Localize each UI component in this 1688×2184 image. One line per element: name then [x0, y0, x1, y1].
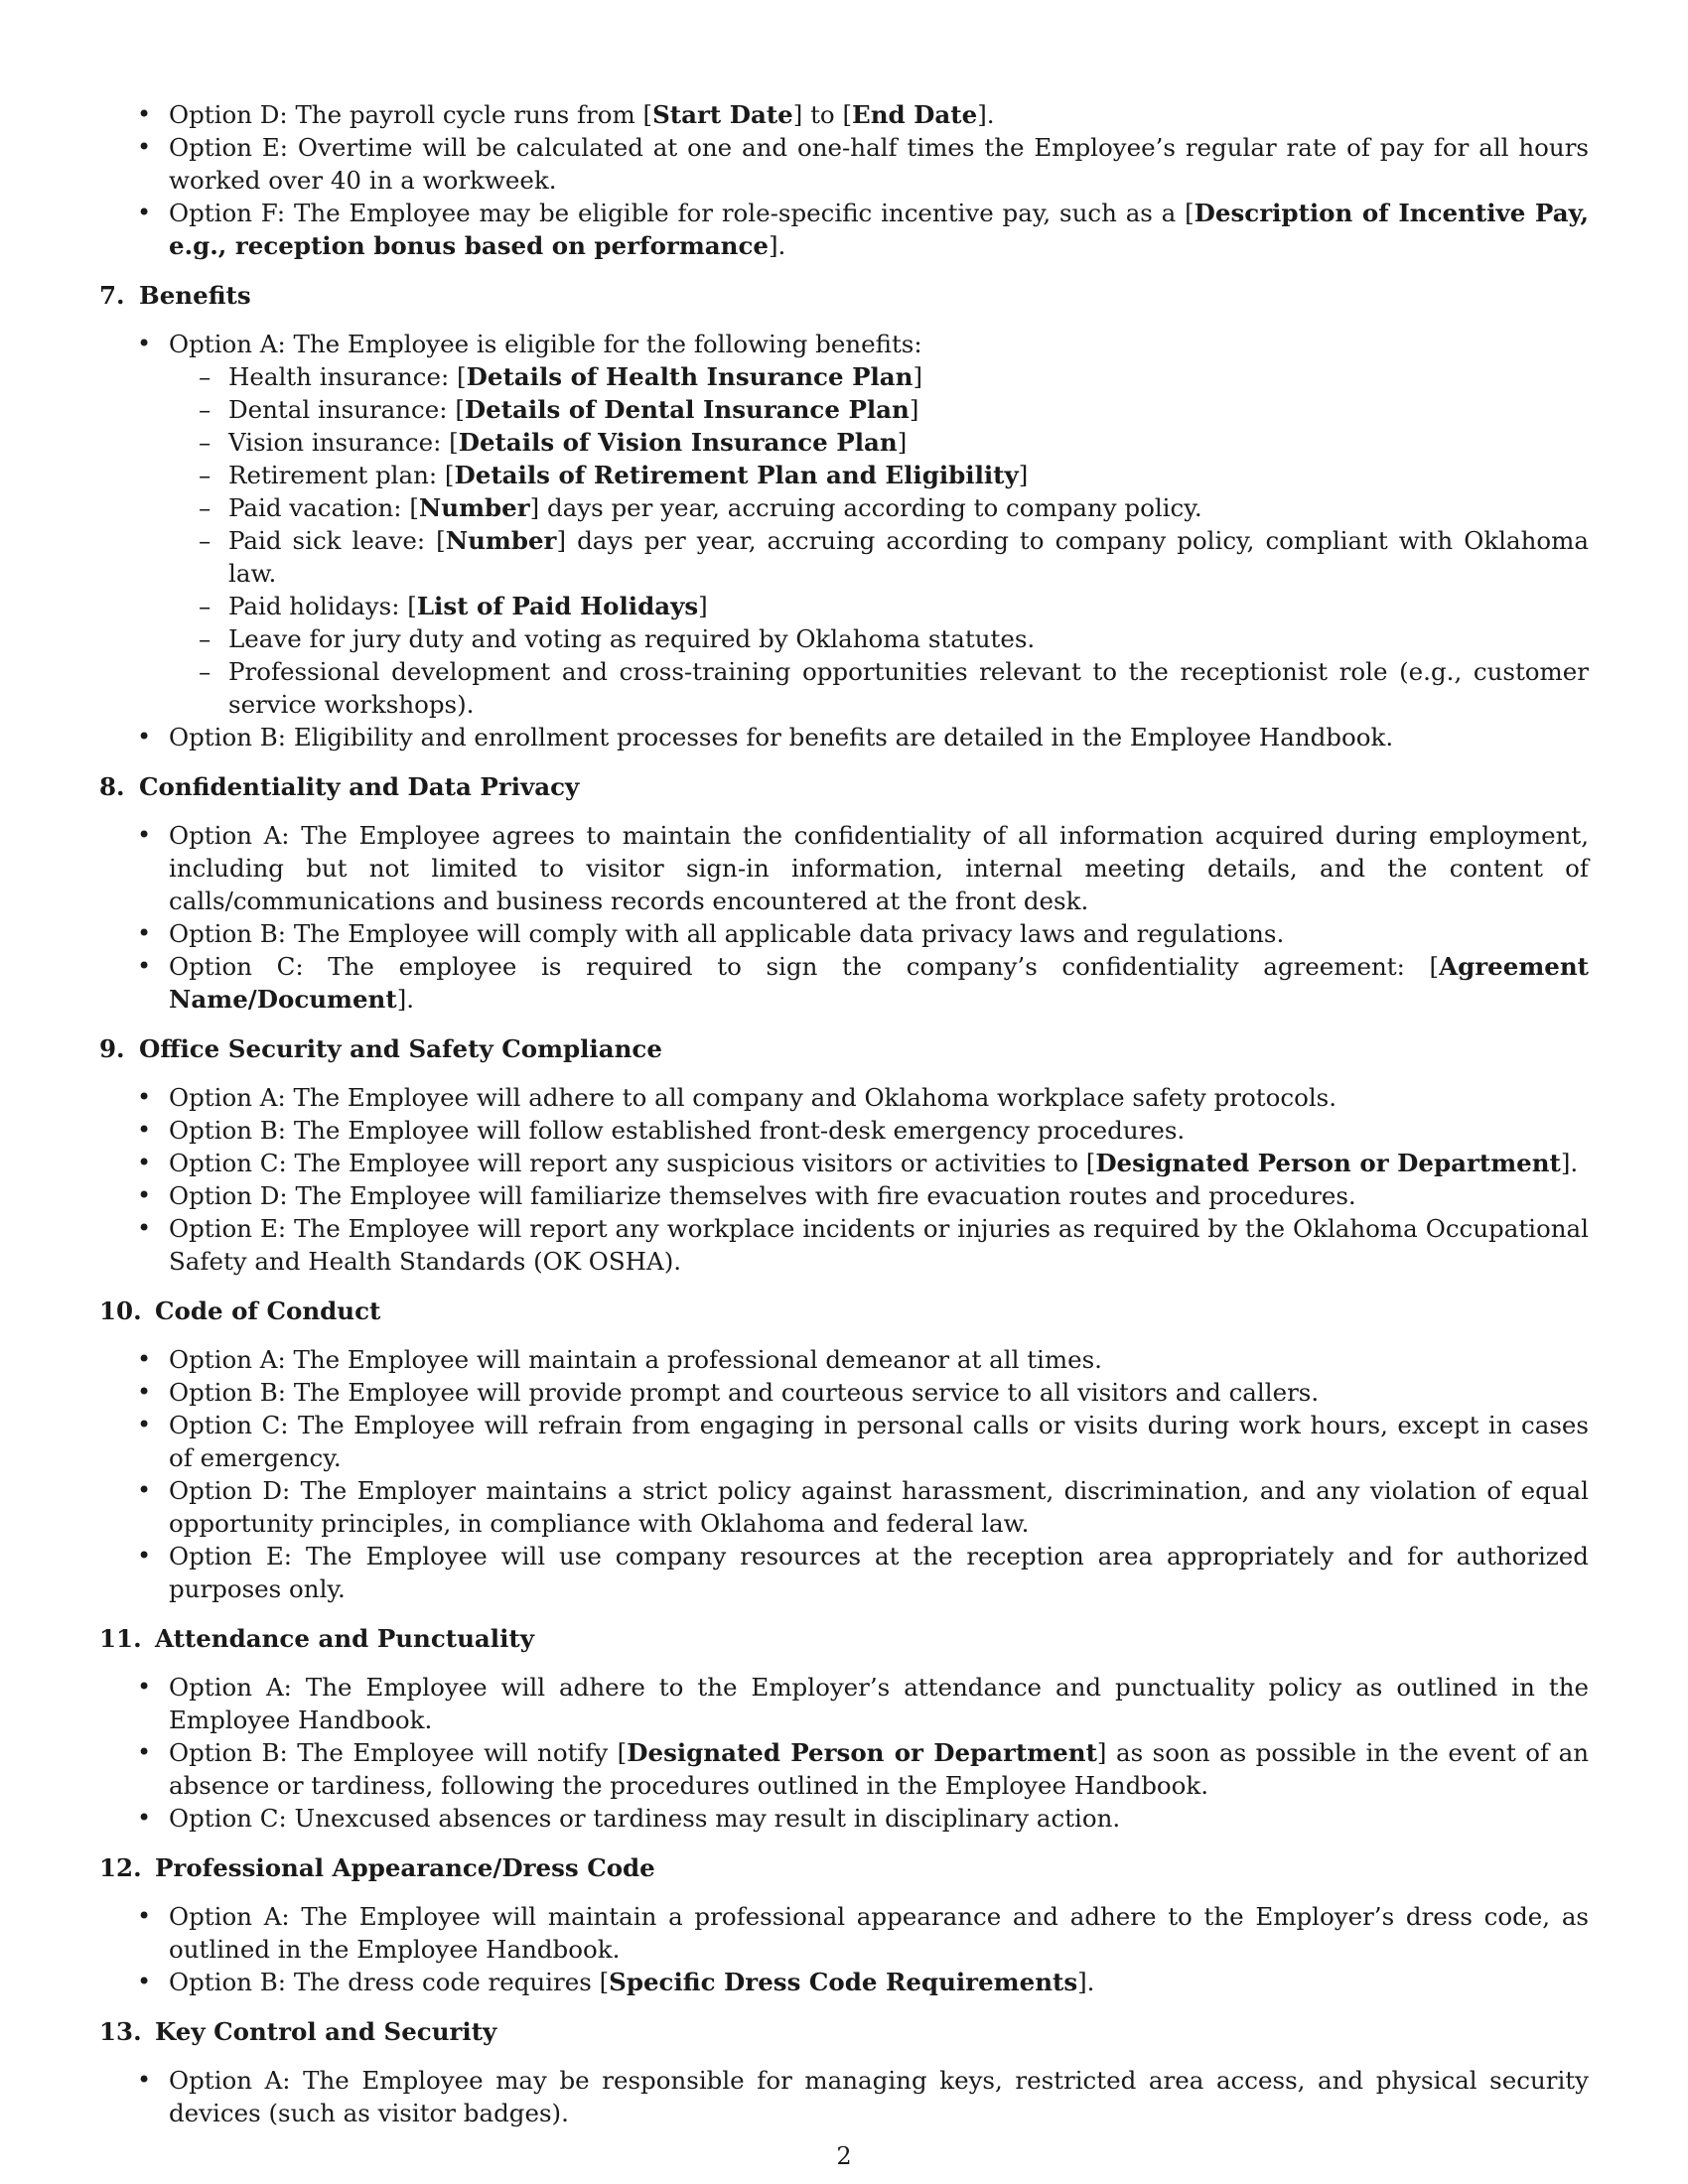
- sub-list-item: – Paid sick leave: [Number] days per year, accruing according to company policy, compliant with Oklahoma law.: [169, 524, 1589, 590]
- option-list: [99, 1081, 1589, 1278]
- section-heading: 13. Key Control and Security: [99, 2017, 497, 2046]
- list-item: • Option B: Eligibility and enrollment processes for benefits are detailed in the Employee Handbook.: [99, 721, 1589, 753]
- list-item: • Option E: The Employee will use company resources at the reception area appropriately and for authorized purposes only.: [99, 1540, 1589, 1605]
- list-item: • Option A: The Employee is eligible for the following benefits: – Health insurance: [Details of Health Insurance Plan] – Dental insurance: [Details of Dental Insurance Plan] – Vision insurance: [Details of Vision Insurance Plan] – Retirement plan: [Details of Retirement Plan and Eligibility] – Paid vacation: [Number] days per year, accruing according to company policy. – Paid sick leave: [Number] days per year, accruing according to company policy, compliant with Oklahoma law. – Paid holidays: [List of Paid Holidays] – Leave for jury duty and voting as required by Oklahoma statutes. – Professional development and cross-training opportunities relevant to the receptionist role (e.g., customer service workshops).: [99, 328, 1589, 721]
- list-item: • Option C: The employee is required to sign the company’s confidentiality agreement: [Agreement Name/Document].: [99, 950, 1589, 1016]
- section-office-security: [99, 1032, 1589, 1278]
- option-list: [99, 328, 1589, 753]
- intro-option-list: [99, 98, 1589, 262]
- list-item: • Option A: The Employee may be responsible for managing keys, restricted area access, and physical security devices (such as visitor badges).: [99, 2064, 1589, 2129]
- page-number: 2: [836, 2142, 852, 2170]
- option-list: [99, 1900, 1589, 1998]
- sub-list-item: – Paid holidays: [List of Paid Holidays]: [169, 590, 1589, 622]
- option-list: [99, 1671, 1589, 1835]
- list-item: • Option D: The Employer maintains a strict policy against harassment, discrimination, and any violation of equal opportunity principles, in compliance with Oklahoma and federal law.: [99, 1474, 1589, 1540]
- list-item: • Option F: The Employee may be eligible for role-specific incentive pay, such as a [Description of Incentive Pay, e.g., reception bonus based on performance].: [99, 197, 1589, 262]
- option-list: [99, 2064, 1589, 2129]
- sub-list-item: – Retirement plan: [Details of Retirement Plan and Eligibility]: [169, 459, 1589, 491]
- list-item: • Option B: The dress code requires [Specific Dress Code Requirements].: [99, 1966, 1589, 1998]
- section-code-of-conduct: [99, 1295, 1589, 1605]
- list-item: • Option E: The Employee will report any workplace incidents or injuries as required by the Oklahoma Occupational Safety and Health Standards (OK OSHA).: [99, 1212, 1589, 1278]
- list-item: • Option B: The Employee will provide prompt and courteous service to all visitors and callers.: [99, 1376, 1589, 1409]
- section-heading: 11. Attendance and Punctuality: [99, 1624, 534, 1653]
- list-item: • Option C: The Employee will refrain from engaging in personal calls or visits during work hours, except in cases of emergency.: [99, 1409, 1589, 1474]
- option-list: [99, 819, 1589, 1016]
- section-heading: 8. Confidentiality and Data Privacy: [99, 772, 580, 801]
- list-item: • Option D: The payroll cycle runs from [Start Date] to [End Date].: [99, 98, 1589, 131]
- section-dress-code: [99, 1851, 1589, 1998]
- sub-list-item: – Professional development and cross-training opportunities relevant to the receptionist role (e.g., customer service workshops).: [169, 655, 1589, 721]
- section-key-control: [99, 2015, 1589, 2129]
- list-item: • Option A: The Employee will adhere to the Employer’s attendance and punctuality policy as outlined in the Employee Handbook.: [99, 1671, 1589, 1736]
- sub-list-item: – Leave for jury duty and voting as required by Oklahoma statutes.: [169, 622, 1589, 655]
- section-attendance: [99, 1622, 1589, 1835]
- section-heading: 10. Code of Conduct: [99, 1297, 381, 1325]
- sub-list-item: – Vision insurance: [Details of Vision Insurance Plan]: [169, 426, 1589, 459]
- list-item: • Option A: The Employee agrees to maintain the confidentiality of all information acquired during employment, including but not limited to visitor sign-in information, internal meeting details, and the content of calls/communications and business records encountered at the front desk.: [99, 819, 1589, 917]
- document-body: [99, 98, 1589, 2146]
- benefits-sublist: [169, 360, 1589, 721]
- section-heading: 12. Professional Appearance/Dress Code: [99, 1853, 655, 1882]
- list-item: • Option A: The Employee will maintain a professional appearance and adhere to the Employer’s dress code, as outlined in the Employee Handbook.: [99, 1900, 1589, 1966]
- list-item: • Option B: The Employee will follow established front-desk emergency procedures.: [99, 1114, 1589, 1147]
- section-benefits: [99, 279, 1589, 753]
- option-list: [99, 1343, 1589, 1605]
- section-confidentiality: [99, 770, 1589, 1016]
- list-item: • Option E: Overtime will be calculated at one and one-half times the Employee’s regular rate of pay for all hours worked over 40 in a workweek.: [99, 131, 1589, 197]
- list-item: • Option C: The Employee will report any suspicious visitors or activities to [Designated Person or Department].: [99, 1147, 1589, 1179]
- sub-list-item: – Health insurance: [Details of Health Insurance Plan]: [169, 360, 1589, 393]
- list-item: • Option D: The Employee will familiarize themselves with fire evacuation routes and procedures.: [99, 1179, 1589, 1212]
- sub-list-item: – Dental insurance: [Details of Dental Insurance Plan]: [169, 393, 1589, 426]
- list-item: • Option A: The Employee will maintain a professional demeanor at all times.: [99, 1343, 1589, 1376]
- list-item: • Option C: Unexcused absences or tardiness may result in disciplinary action.: [99, 1802, 1589, 1835]
- section-heading: 7. Benefits: [99, 281, 251, 310]
- list-item: • Option B: The Employee will notify [Designated Person or Department] as soon as possible in the event of an absence or tardiness, following the procedures outlined in the Employee Handbook.: [99, 1736, 1589, 1802]
- list-item: • Option B: The Employee will comply with all applicable data privacy laws and regulations.: [99, 917, 1589, 950]
- section-heading: 9. Office Security and Safety Compliance: [99, 1034, 662, 1063]
- sub-list-item: – Paid vacation: [Number] days per year, accruing according to company policy.: [169, 491, 1589, 524]
- list-item: • Option A: The Employee will adhere to all company and Oklahoma workplace safety protocols.: [99, 1081, 1589, 1114]
